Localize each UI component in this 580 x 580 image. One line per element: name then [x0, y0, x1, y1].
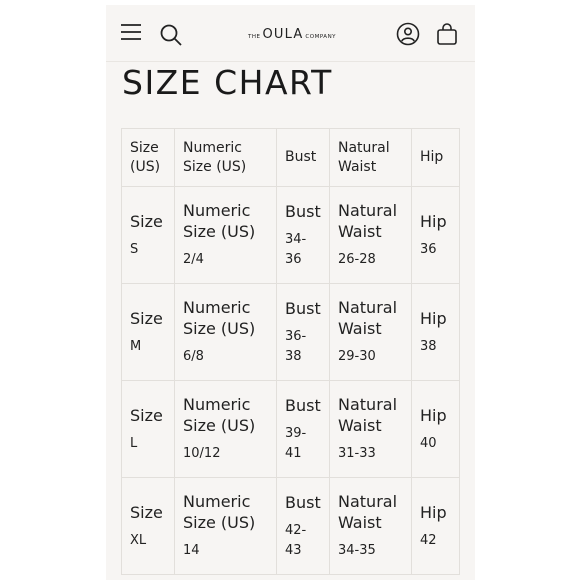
natural-waist-value: 26-28	[338, 252, 376, 267]
size-value: XL	[130, 532, 147, 548]
numeric-size-cell	[175, 478, 277, 575]
numeric-size-value: 2/4	[183, 252, 204, 267]
numeric-size-cell	[175, 381, 277, 478]
natural-waist-label: Natural Waist	[338, 395, 398, 435]
natural-waist-value: 34-35	[338, 543, 376, 558]
hip-label: Hip	[420, 405, 447, 425]
menu-icon[interactable]	[120, 23, 142, 41]
numeric-size-cell	[175, 187, 277, 284]
hip-cell	[412, 187, 460, 284]
search-icon[interactable]	[159, 23, 183, 47]
numeric-size-value: 14	[183, 543, 200, 558]
hip-label: Hip	[420, 502, 447, 522]
hip-cell	[412, 284, 460, 381]
page-frame	[106, 5, 475, 580]
account-icon[interactable]	[396, 22, 420, 46]
size-value: S	[130, 241, 139, 257]
bust-label: Bust	[285, 298, 321, 318]
table-row	[122, 381, 460, 478]
header-natural-waist: Natural Waist	[330, 129, 412, 187]
size-cell	[122, 187, 175, 284]
natural-waist-label: Natural Waist	[338, 492, 398, 532]
hip-cell	[412, 478, 460, 575]
size-label: Size	[130, 211, 163, 231]
size-chart-table	[121, 128, 460, 575]
brand-logo[interactable]	[237, 27, 347, 41]
numeric-size-value: 10/12	[183, 446, 221, 461]
table-header-row	[122, 129, 460, 187]
hip-label: Hip	[420, 211, 447, 231]
site-header	[106, 5, 475, 62]
hip-value: 40	[420, 435, 437, 451]
header-numeric-size: Numeric Size (US)	[175, 129, 277, 187]
natural-waist-cell	[330, 478, 412, 575]
logo-prefix: THE	[247, 34, 261, 40]
numeric-size-label: Numeric Size (US)	[183, 298, 256, 338]
size-cell	[122, 284, 175, 381]
numeric-size-label: Numeric Size (US)	[183, 201, 256, 241]
size-label: Size	[130, 502, 163, 522]
cart-icon[interactable]	[436, 22, 458, 46]
bust-cell	[277, 284, 330, 381]
bust-value: 36-38	[285, 328, 307, 364]
header-bust: Bust	[277, 129, 330, 187]
table-row	[122, 187, 460, 284]
bust-cell	[277, 187, 330, 284]
header-size: Size (US)	[122, 129, 175, 187]
natural-waist-cell	[330, 284, 412, 381]
bust-cell	[277, 478, 330, 575]
numeric-size-cell	[175, 284, 277, 381]
size-cell	[122, 478, 175, 575]
numeric-size-label: Numeric Size (US)	[183, 395, 256, 435]
natural-waist-cell	[330, 381, 412, 478]
table-row	[122, 478, 460, 575]
bust-cell	[277, 381, 330, 478]
table-row	[122, 284, 460, 381]
hip-value: 38	[420, 338, 437, 354]
hip-label: Hip	[420, 308, 447, 328]
size-value: L	[130, 435, 138, 451]
natural-waist-cell	[330, 187, 412, 284]
bust-value: 34-36	[285, 231, 307, 267]
size-cell	[122, 381, 175, 478]
numeric-size-label: Numeric Size (US)	[183, 492, 256, 532]
hip-cell	[412, 381, 460, 478]
natural-waist-label: Natural Waist	[338, 298, 398, 338]
bust-label: Bust	[285, 201, 321, 221]
bust-label: Bust	[285, 395, 321, 415]
hip-value: 42	[420, 532, 437, 548]
natural-waist-value: 31-33	[338, 446, 376, 461]
logo-suffix: COMPANY	[305, 34, 337, 40]
size-label: Size	[130, 308, 163, 328]
page-title: SIZE CHART	[122, 63, 333, 102]
header-hip: Hip	[412, 129, 460, 187]
bust-value: 39-41	[285, 425, 307, 461]
numeric-size-value: 6/8	[183, 349, 204, 364]
hip-value: 36	[420, 241, 437, 257]
bust-label: Bust	[285, 492, 321, 512]
natural-waist-label: Natural Waist	[338, 201, 398, 241]
natural-waist-value: 29-30	[338, 349, 376, 364]
size-value: M	[130, 338, 142, 354]
bust-value: 42-43	[285, 522, 307, 558]
size-label: Size	[130, 405, 163, 425]
logo-name: OULA	[262, 27, 304, 42]
